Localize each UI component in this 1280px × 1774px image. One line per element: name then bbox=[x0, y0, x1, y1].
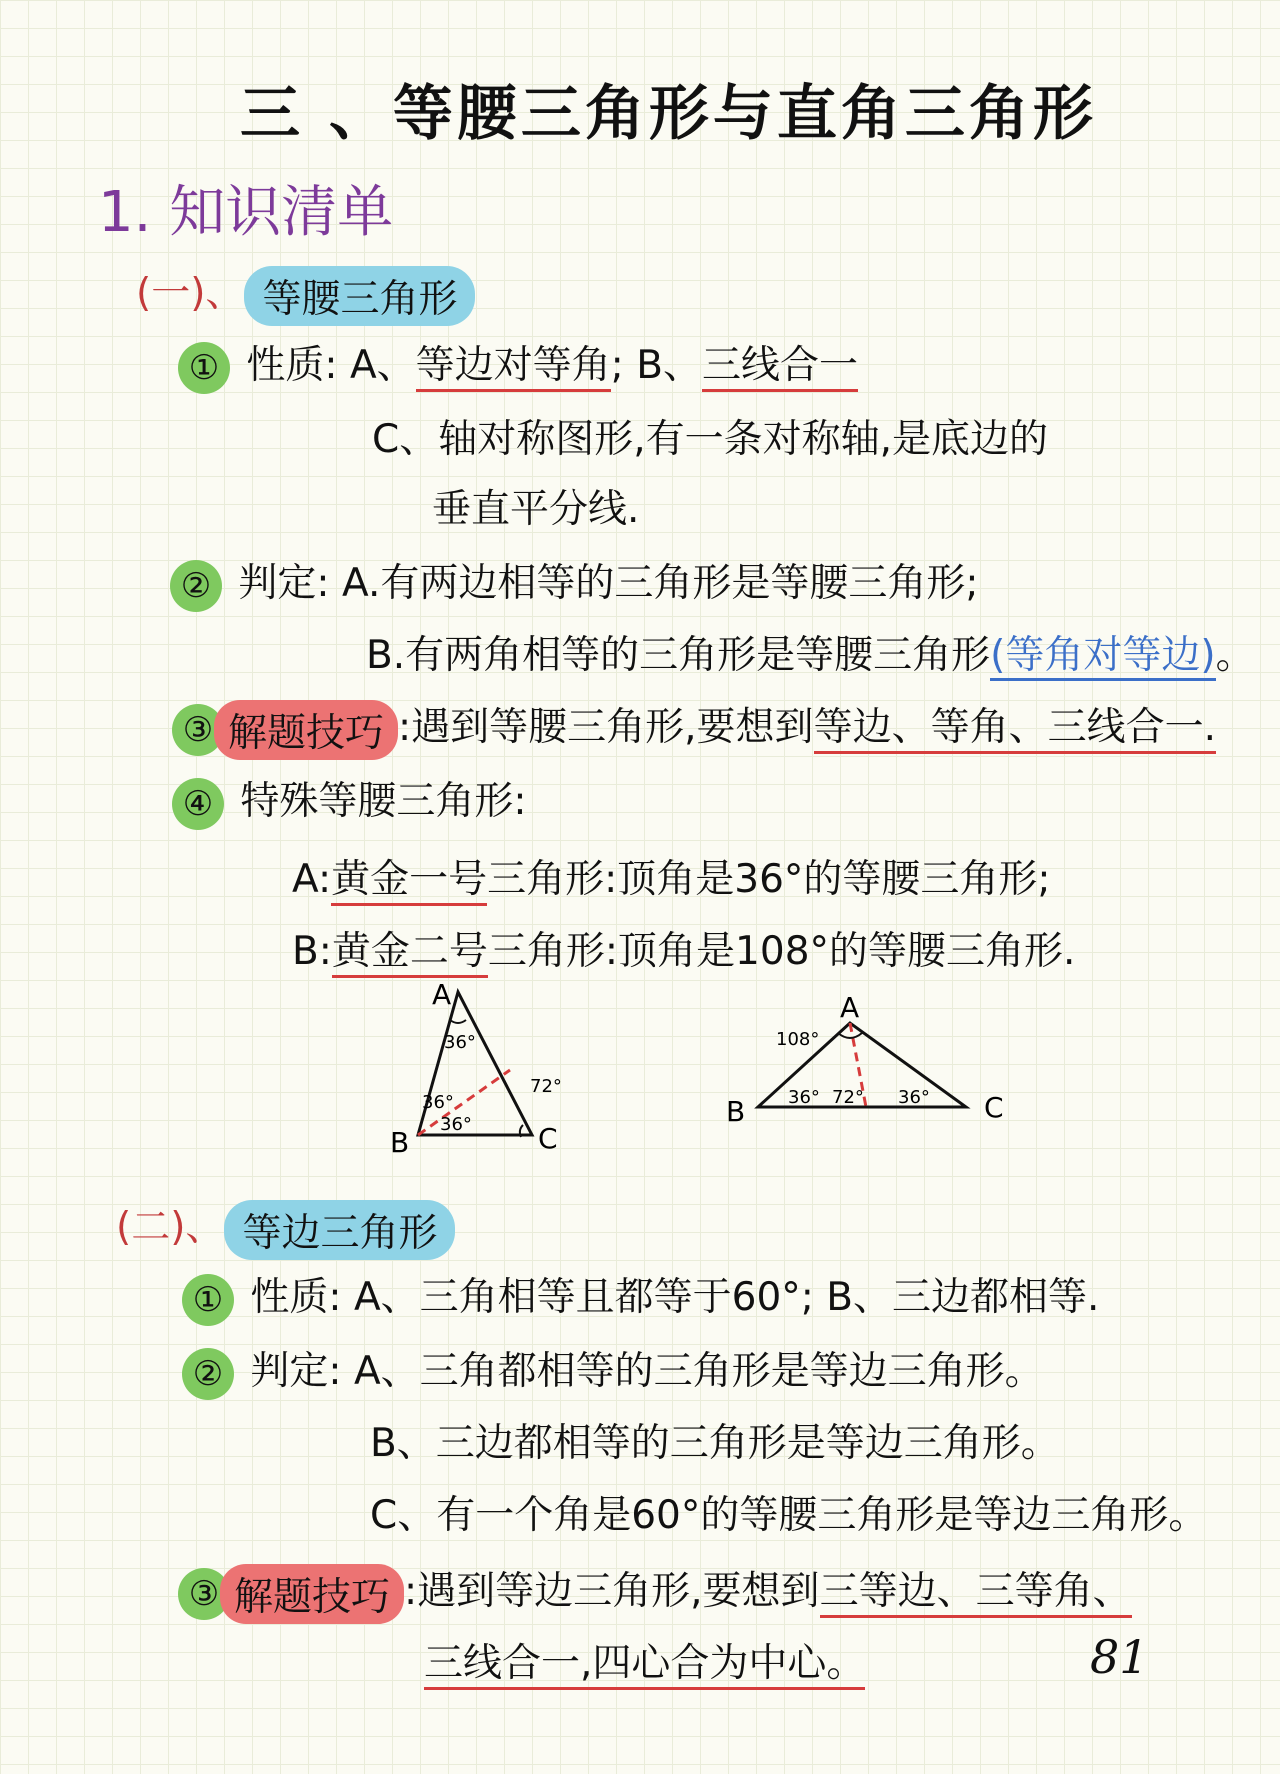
part1-judge-a-line bbox=[170, 552, 978, 612]
part2-judge-a-line bbox=[182, 1340, 1044, 1400]
angle-arc bbox=[838, 1033, 862, 1038]
part1-property-c-cont: 垂直平分线. bbox=[432, 487, 640, 532]
part1-label: (一)、 bbox=[136, 271, 245, 316]
angle-c-label: 72° bbox=[530, 1076, 562, 1097]
vertex-b-label: B bbox=[390, 1126, 410, 1159]
golden-triangle-1-figure bbox=[380, 980, 580, 1160]
section-heading: 1. 知识清单 bbox=[98, 180, 394, 245]
part2-property-line bbox=[182, 1266, 1099, 1326]
vertex-a-label: A bbox=[840, 991, 860, 1024]
triangle-outline bbox=[418, 992, 532, 1135]
tip-text: :遇到等腰三角形,要想到 bbox=[398, 705, 814, 750]
part2-tip-line bbox=[178, 1560, 1132, 1624]
vertex-c-label: C bbox=[538, 1122, 558, 1155]
special-b-line bbox=[292, 920, 1075, 976]
judge-b: B.有两角相等的三角形是等腰三角形 bbox=[366, 633, 991, 678]
part2-judge-b: B、三边都相等的三角形是等边三角形。 bbox=[370, 1421, 1060, 1466]
angle-b-upper-label: 36° bbox=[422, 1092, 454, 1113]
part2-tip-cont bbox=[424, 1632, 865, 1688]
part1-tip-line bbox=[172, 696, 1216, 760]
part2-judge-c: C、有一个角是60°的等腰三角形是等边三角形。 bbox=[370, 1493, 1208, 1538]
part2-label: (二)、 bbox=[116, 1205, 225, 1250]
angle-b-label: 36° bbox=[788, 1087, 820, 1108]
part1-property-c: C、轴对称图形,有一条对称轴,是底边的 bbox=[372, 417, 1049, 462]
vertex-a-label: A bbox=[432, 980, 452, 1011]
vertex-c-label: C bbox=[984, 1091, 1004, 1124]
special-b-prefix: B: bbox=[292, 929, 332, 974]
property-text: A、三角相等且都等于60°; B、三边都相等. bbox=[353, 1275, 1100, 1320]
number-badge: ② bbox=[170, 560, 222, 612]
tip-label: 解题技巧 bbox=[214, 700, 398, 760]
number-badge: ③ bbox=[178, 1568, 230, 1620]
judge-label: 判定: bbox=[238, 561, 330, 606]
special-b-text: 三角形:顶角是108°的等腰三角形. bbox=[487, 929, 1076, 974]
angle-top-label: 108° bbox=[776, 1029, 820, 1050]
tip-label: 解题技巧 bbox=[220, 1564, 404, 1624]
tip-text: :遇到等边三角形,要想到 bbox=[404, 1569, 820, 1614]
number-badge: ① bbox=[178, 342, 230, 394]
property-b-prefix: ; B、 bbox=[610, 343, 702, 388]
judge-a: A、三角都相等的三角形是等边三角形。 bbox=[353, 1349, 1044, 1394]
part1-title: 等腰三角形 bbox=[244, 266, 475, 326]
angle-b-lower-label: 36° bbox=[440, 1114, 472, 1135]
vertex-b-label: B bbox=[726, 1095, 746, 1128]
special-a-prefix: A: bbox=[292, 857, 332, 902]
tip-key-2: 三线合一, bbox=[424, 1641, 592, 1690]
special-b-key: 黄金二号 bbox=[332, 929, 488, 978]
number-badge: ② bbox=[182, 1348, 234, 1400]
property-label: 性质: bbox=[250, 1275, 342, 1320]
number-badge: ③ bbox=[172, 704, 224, 756]
page-number: 81 bbox=[1090, 1630, 1149, 1684]
part2-heading bbox=[116, 1196, 455, 1260]
part1-property-line1 bbox=[178, 334, 858, 394]
number-badge: ④ bbox=[172, 778, 224, 830]
property-b: 三线合一 bbox=[702, 343, 858, 392]
angle-c-label: 36° bbox=[898, 1087, 930, 1108]
judge-b-note: (等角对等边) bbox=[990, 633, 1215, 681]
golden-triangle-2-figure bbox=[720, 985, 1020, 1135]
judge-b-end: 。 bbox=[1215, 633, 1255, 678]
special-a-key: 黄金一号 bbox=[331, 857, 487, 906]
angle-top-label: 36° bbox=[444, 1032, 476, 1053]
tip-end: 四心合为中心。 bbox=[592, 1641, 865, 1690]
special-label: 特殊等腰三角形: bbox=[240, 779, 527, 824]
property-a-prefix: A、 bbox=[349, 343, 416, 388]
property-label: 性质: bbox=[246, 343, 338, 388]
part1-special-line bbox=[172, 770, 527, 830]
judge-label: 判定: bbox=[250, 1349, 342, 1394]
property-a: 等边对等角 bbox=[416, 343, 611, 392]
tip-key-1: 三等边、三等角、 bbox=[820, 1569, 1132, 1618]
part2-title: 等边三角形 bbox=[224, 1200, 455, 1260]
part1-heading bbox=[136, 262, 475, 326]
judge-a: A.有两边相等的三角形是等腰三角形; bbox=[341, 561, 979, 606]
angle-mid-label: 72° bbox=[832, 1087, 864, 1108]
part1-judge-b-line bbox=[366, 624, 1255, 680]
number-badge: ① bbox=[182, 1274, 234, 1326]
special-a-text: 三角形:顶角是36°的等腰三角形; bbox=[487, 857, 1051, 902]
angle-arc bbox=[450, 1020, 466, 1023]
page-title: 三 、等腰三角形与直角三角形 bbox=[240, 79, 1097, 149]
tip-key: 等边、等角、三线合一. bbox=[814, 705, 1216, 754]
special-a-line bbox=[292, 848, 1051, 904]
